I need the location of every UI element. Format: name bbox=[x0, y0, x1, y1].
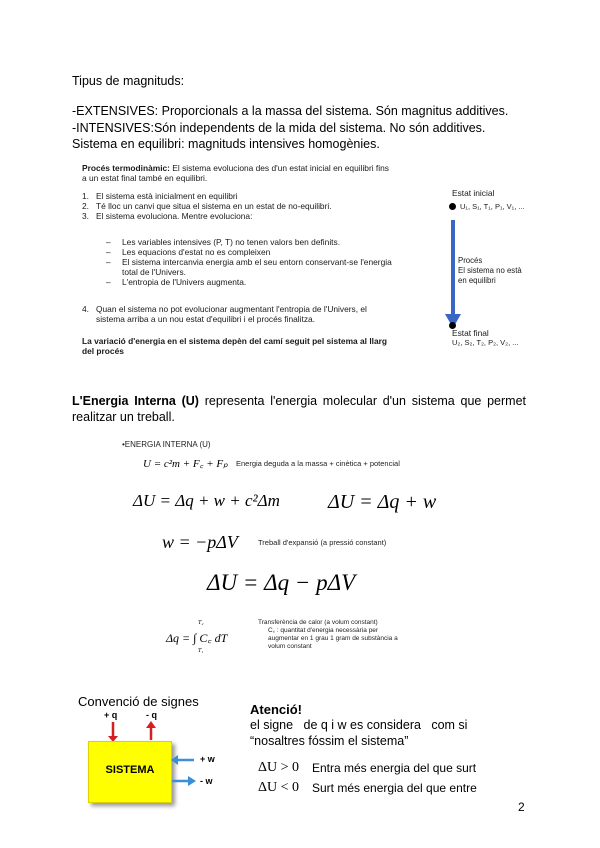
minus-w-label: - w bbox=[200, 776, 213, 786]
substep-dash: – bbox=[106, 257, 111, 267]
heat-out-arrow-head bbox=[146, 721, 156, 728]
process-title-rest: El sistema evoluciona des d'un estat inicial en equilibri fins bbox=[169, 163, 389, 173]
substep-4: L'entropia de l'Univers augmenta. bbox=[122, 277, 247, 287]
minus-q-label: - q bbox=[146, 710, 157, 720]
intro-extensive: -EXTENSIVES: Proporcionals a la massa del sistema. Són magnitus additives. bbox=[72, 104, 509, 118]
eq-delta-pv: ΔU = Δq − pΔV bbox=[207, 570, 356, 595]
rule2-text: Surt més energia del que entre bbox=[312, 781, 477, 795]
rule1-text: Entra més energia del que surt bbox=[312, 761, 477, 775]
eq-header: •ENERGIA INTERNA (U) bbox=[122, 440, 211, 449]
warning-line1: el signe de q i w es considera com si bbox=[250, 718, 468, 732]
initial-state-vars: U₁, S₁, T₁, P₁, V₁, ... bbox=[460, 202, 525, 211]
eq-heat: Δq = ∫ C꜀ dT bbox=[166, 631, 228, 645]
process-title-line2: a un estat final també en equilibri. bbox=[82, 173, 208, 183]
work-out-arrow-head bbox=[188, 776, 196, 786]
initial-state-label: Estat inicial bbox=[452, 188, 495, 198]
eq-work: w = −pΔV bbox=[162, 532, 238, 552]
intro-heading: Tipus de magnituds: bbox=[72, 74, 185, 88]
process-title bbox=[82, 163, 389, 173]
step-4-line2: sistema arriba a un nou estat d'equilibri i el procés finalitza. bbox=[96, 314, 315, 324]
process-footer-1: La variació d'energia en el sistema depèn del camí seguit pel sistema al llarg bbox=[82, 336, 388, 346]
page-number: 2 bbox=[518, 800, 525, 814]
eq-work-note: Treball d'expansió (a pressió constant) bbox=[258, 538, 387, 547]
heat-arrows bbox=[104, 720, 164, 742]
eq-heat-lower: T₁ bbox=[198, 648, 204, 654]
substep-3-cont: total de l'Univers. bbox=[122, 267, 186, 277]
heat-note-4: volum constant bbox=[268, 643, 312, 650]
step-1-num: 1. bbox=[82, 191, 89, 201]
heat-note-2: C꜀ : quantitat d'energia necessària per bbox=[268, 627, 379, 634]
substep-dash: – bbox=[106, 247, 111, 257]
sign-title: Convenció de signes bbox=[78, 694, 199, 709]
plus-q-label: + q bbox=[104, 710, 118, 720]
final-state-vars: U₂, S₂, T₂, P₂, V₂, ... bbox=[452, 338, 519, 347]
warning-title: Atenció! bbox=[250, 702, 302, 717]
process-label-3: en equilibri bbox=[458, 276, 496, 285]
step-1-text: El sistema està inicialment en equilibri bbox=[96, 191, 238, 201]
process-label-2: El sistema no està bbox=[458, 266, 522, 275]
internal-energy-line1 bbox=[72, 394, 526, 409]
plus-w-label: + w bbox=[200, 754, 215, 764]
substep-1: Les variables intensives (P, T) no tenen valors ben definits. bbox=[122, 237, 341, 247]
eq-heat-upper: T₂ bbox=[198, 620, 204, 626]
eq-u: U = c²m + F꜀ + Fₚ bbox=[143, 458, 228, 470]
internal-energy-line2: realitzar un treball. bbox=[72, 410, 175, 424]
step-3-num: 3. bbox=[82, 211, 89, 221]
internal-energy-term: L'Energia Interna (U) bbox=[72, 394, 199, 408]
step-4-line1: Quan el sistema no pot evolucionar augmentant l'entropia de l'Univers, el bbox=[96, 304, 367, 314]
rule1-symbol: ΔU > 0 bbox=[258, 760, 300, 775]
work-arrows bbox=[170, 754, 198, 788]
process-footer-2: del procés bbox=[82, 346, 124, 356]
substep-dash: – bbox=[106, 277, 111, 287]
step-2-num: 2. bbox=[82, 201, 89, 211]
eq-delta-full: ΔU = Δq + w + c²Δm bbox=[133, 491, 280, 510]
rule2-symbol: ΔU < 0 bbox=[258, 780, 300, 795]
step-2-text: Té lloc un canvi que situa el sistema en un estat de no-equilibri. bbox=[96, 201, 332, 211]
initial-state-dot bbox=[449, 203, 456, 210]
process-label-1: Procés bbox=[458, 256, 483, 265]
step-3-text: El sistema evoluciona. Mentre evoluciona: bbox=[96, 211, 253, 221]
heat-note-1: Transferència de calor (a volum constant) bbox=[258, 619, 378, 626]
eq-delta-short: ΔU = Δq + w bbox=[328, 491, 437, 513]
intro-intensive: -INTENSIVES:Són independents de la mida del sistema. No són additives. bbox=[72, 121, 486, 135]
step-4-num: 4. bbox=[82, 304, 89, 314]
heat-note-3: augmentar en 1 grau 1 gram de substància a bbox=[268, 635, 398, 642]
system-box-label: SISTEMA bbox=[105, 764, 155, 776]
eq-u-note: Energia deguda a la massa + cinètica + potencial bbox=[236, 459, 400, 468]
final-state-label: Estat final bbox=[452, 328, 489, 338]
work-in-arrow-head bbox=[171, 755, 178, 765]
warning-line2: “nosaltres fóssim el sistema” bbox=[250, 734, 409, 748]
process-title-bold: Procés termodinàmic: bbox=[82, 163, 170, 173]
substep-dash: – bbox=[106, 237, 111, 247]
substep-3: El sistema intercanvia energia amb el seu entorn conservant-se l'energia bbox=[122, 257, 392, 267]
intro-equilibrium: Sistema en equilibri: magnituds intensives homogènies. bbox=[72, 137, 380, 151]
process-slide bbox=[78, 158, 526, 364]
substep-2: Les equacions d'estat no es compleixen bbox=[122, 247, 271, 257]
system-box bbox=[88, 741, 172, 803]
internal-energy-rest: representa l'energia molecular d'un sistema que permet bbox=[198, 394, 526, 408]
